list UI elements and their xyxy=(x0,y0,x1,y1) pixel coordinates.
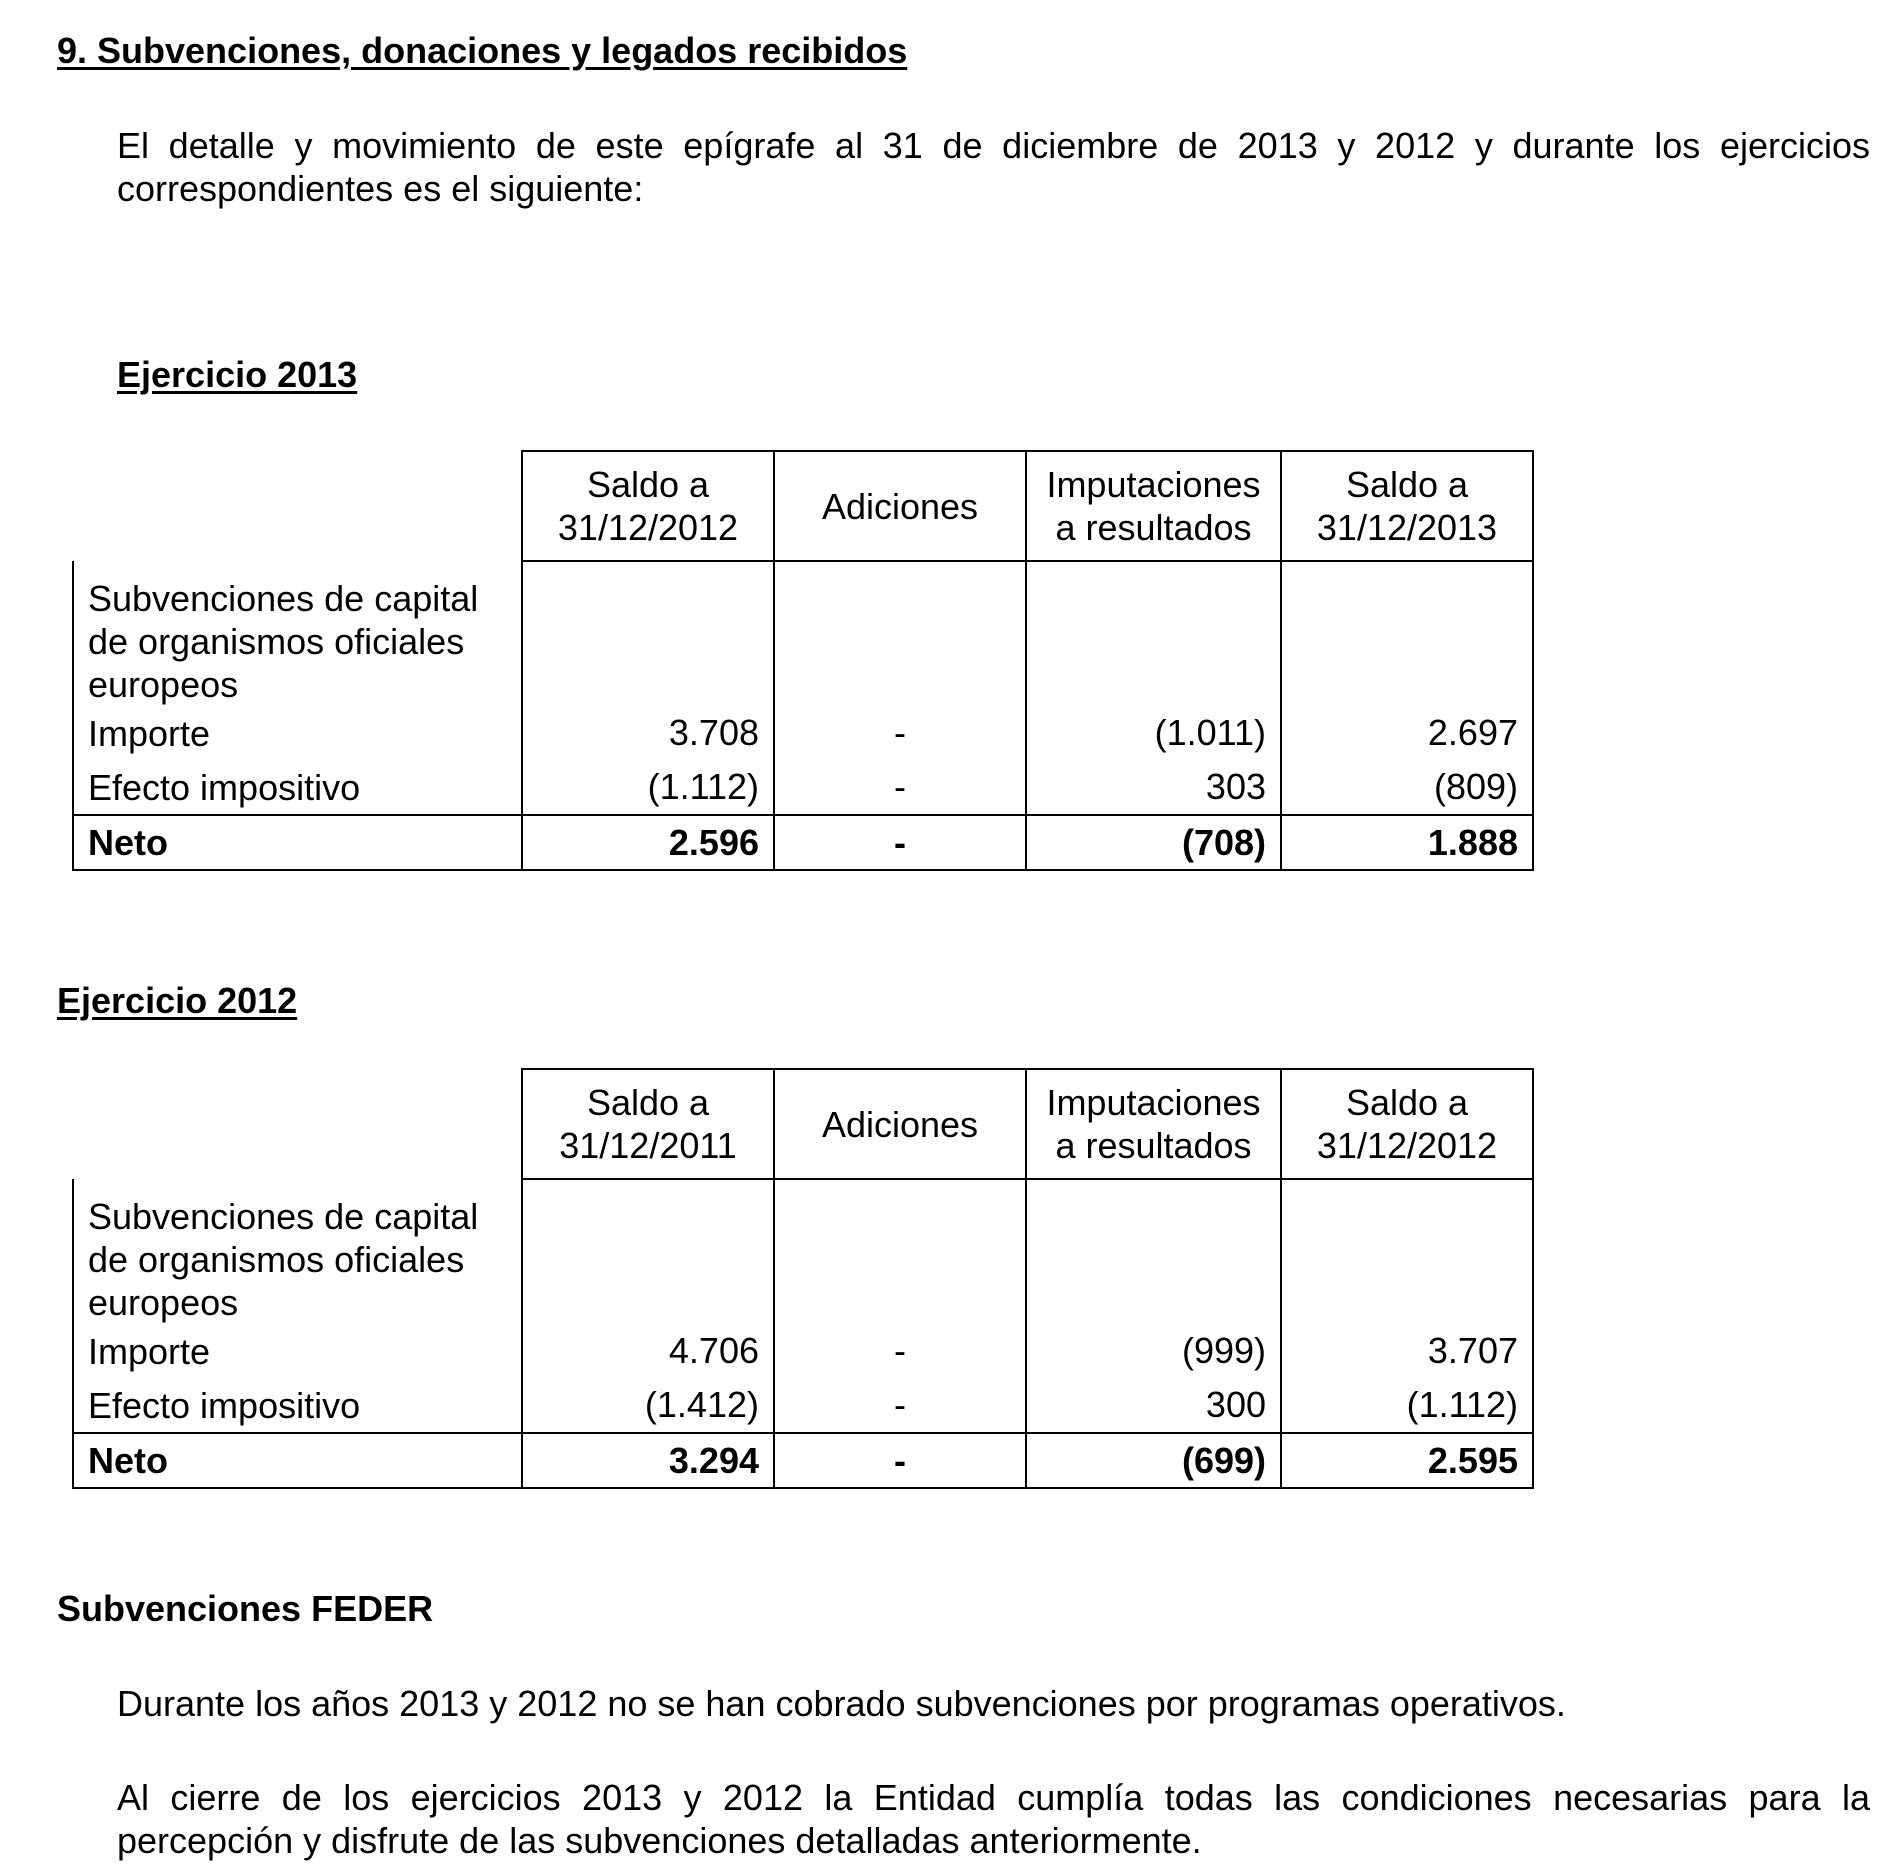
table-cell: (1.112) xyxy=(1281,1378,1533,1433)
description-row xyxy=(73,1179,1533,1324)
table-cell: 300 xyxy=(1026,1378,1281,1433)
total-cell: 2.596 xyxy=(522,815,774,870)
row-label: Efecto impositivo xyxy=(73,1378,522,1433)
row-label: Importe xyxy=(73,1324,522,1378)
section-title: 9. Subvenciones, donaciones y legados recibidos xyxy=(57,30,908,71)
table-cell: 2.697 xyxy=(1281,706,1533,760)
total-row xyxy=(73,1433,1533,1488)
column-header: Adiciones xyxy=(774,451,1026,561)
table-cell: (999) xyxy=(1026,1324,1281,1378)
feder-paragraph-1: Durante los años 2013 y 2012 no se han cobrado subvenciones por programas operativos. xyxy=(117,1683,1566,1724)
feder-heading: Subvenciones FEDER xyxy=(57,1588,434,1629)
table-cell: (809) xyxy=(1281,760,1533,815)
column-header: Saldo a 31/12/2011 xyxy=(522,1069,774,1179)
table-2012-heading: Ejercicio 2012 xyxy=(57,980,298,1021)
column-header: Saldo a 31/12/2013 xyxy=(1281,451,1533,561)
row-description: Subvenciones de capital de organismos oficiales europeos xyxy=(73,561,522,706)
grants-table-2013 xyxy=(72,450,1534,871)
table-cell: 303 xyxy=(1026,760,1281,815)
total-label: Neto xyxy=(73,1433,522,1488)
total-cell: 2.595 xyxy=(1281,1433,1533,1488)
table-header-row xyxy=(73,451,1533,561)
table-row xyxy=(73,706,1533,760)
column-header: Adiciones xyxy=(774,1069,1026,1179)
table-cell: 3.708 xyxy=(522,706,774,760)
table-2013-heading: Ejercicio 2013 xyxy=(117,354,358,395)
table-cell: - xyxy=(774,1324,1026,1378)
table-row xyxy=(73,1324,1533,1378)
total-cell: 1.888 xyxy=(1281,815,1533,870)
row-label: Importe xyxy=(73,706,522,760)
feder-paragraph-2: Al cierre de los ejercicios 2013 y 2012 la Entidad cumplía todas las condiciones necesarias para la percepción y disfrute de las subvenciones detalladas anteriormente. xyxy=(117,1777,1870,1861)
column-header: Saldo a 31/12/2012 xyxy=(522,451,774,561)
table-cell: - xyxy=(774,760,1026,815)
total-cell: 3.294 xyxy=(522,1433,774,1488)
column-header: Imputaciones a resultados xyxy=(1026,451,1281,561)
table-cell: - xyxy=(774,706,1026,760)
table-cell: (1.412) xyxy=(522,1378,774,1433)
table-row xyxy=(73,1378,1533,1433)
column-header: Imputaciones a resultados xyxy=(1026,1069,1281,1179)
total-cell: (708) xyxy=(1026,815,1281,870)
total-row xyxy=(73,815,1533,870)
table-row xyxy=(73,760,1533,815)
table-cell: (1.112) xyxy=(522,760,774,815)
column-header: Saldo a 31/12/2012 xyxy=(1281,1069,1533,1179)
table-cell: 4.706 xyxy=(522,1324,774,1378)
total-cell: (699) xyxy=(1026,1433,1281,1488)
table-cell: 3.707 xyxy=(1281,1324,1533,1378)
total-cell: - xyxy=(774,815,1026,870)
description-row xyxy=(73,561,1533,706)
table-cell: - xyxy=(774,1378,1026,1433)
row-label: Efecto impositivo xyxy=(73,760,522,815)
grants-table-2012 xyxy=(72,1068,1534,1489)
intro-paragraph: El detalle y movimiento de este epígrafe al 31 de diciembre de 2013 y 2012 y durante los ejercicios correspondientes es el siguiente: xyxy=(117,125,1870,209)
row-description: Subvenciones de capital de organismos oficiales europeos xyxy=(73,1179,522,1324)
total-cell: - xyxy=(774,1433,1026,1488)
table-cell: (1.011) xyxy=(1026,706,1281,760)
total-label: Neto xyxy=(73,815,522,870)
table-header-row xyxy=(73,1069,1533,1179)
